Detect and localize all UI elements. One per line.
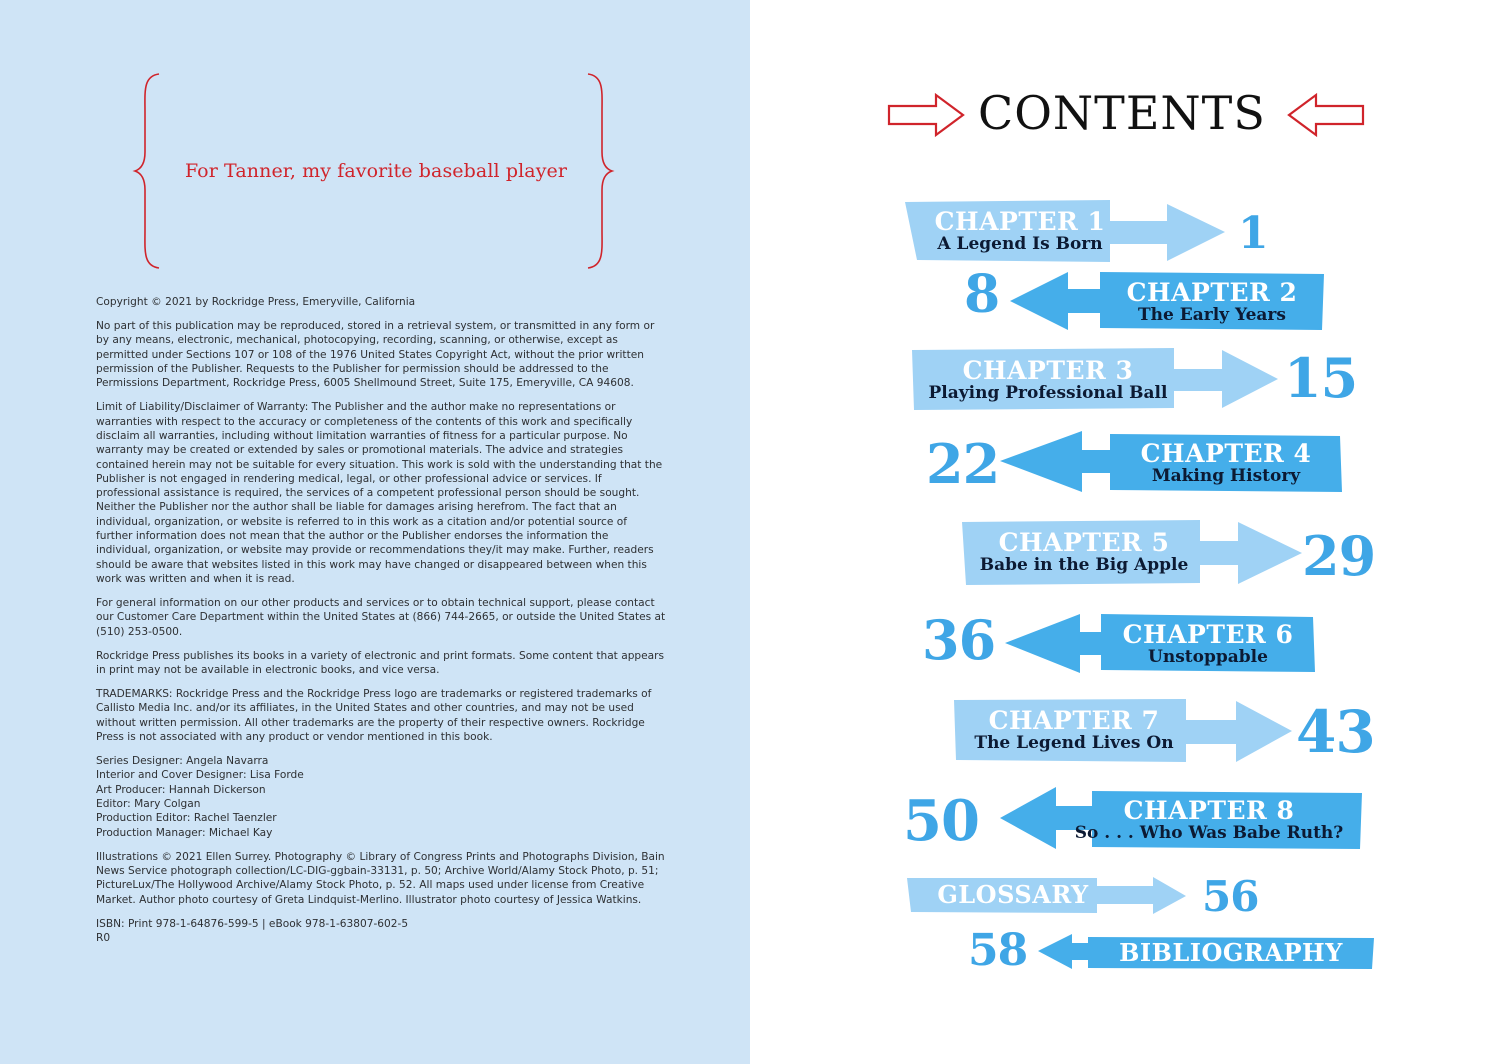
- toc-item-chapter-4[interactable]: [1000, 430, 1343, 494]
- toc-subtitle: Babe in the Big Apple: [979, 555, 1189, 575]
- toc-item-chapter-8[interactable]: [1000, 785, 1364, 851]
- dedication-text: For Tanner, my favorite baseball player: [184, 160, 568, 182]
- toc-item-chapter-6[interactable]: [1005, 612, 1317, 676]
- credit-line: Production Editor: Rachel Taenzler: [96, 812, 277, 825]
- toc-item-glossary[interactable]: [907, 876, 1187, 916]
- toc-page-number: 43: [1296, 698, 1375, 766]
- isbn-line: ISBN: Print 978-1-64876-599-5 | eBook 978-1-63807-602-5: [96, 917, 409, 930]
- toc-page-number: 29: [1302, 524, 1376, 588]
- toc-label: GLOSSARY: [937, 880, 1089, 909]
- toc-page-number: 50: [903, 788, 979, 854]
- toc-subtitle: Making History: [1151, 466, 1301, 486]
- toc-page-number: 8: [964, 264, 1000, 325]
- left-pointing-arrow-icon: [1288, 94, 1364, 136]
- legal-text-block: [96, 295, 666, 955]
- support-paragraph: For general information on our other products and services or to obtain technical support, please contact our Customer Care Department within the United States at (866) 744-2665, or outside the United States at (510) 253-0500.: [96, 597, 666, 638]
- toc-subtitle: Unstoppable: [1148, 647, 1268, 667]
- toc-subtitle: A Legend Is Born: [937, 234, 1103, 254]
- toc-item-chapter-3[interactable]: [912, 347, 1280, 412]
- trademarks-paragraph: TRADEMARKS: Rockridge Press and the Rockridge Press logo are trademarks or registered trademarks of Callisto Media Inc. and/or its affiliates, in the United States and other countries, and may not be used without written permission. All other trademarks are the property of their respective owners. Rockridge Press is not associated with any product or vendor mentioned in this book.: [96, 688, 652, 743]
- toc-item-chapter-2[interactable]: [1010, 270, 1325, 332]
- toc-label: CHAPTER 3: [962, 356, 1134, 385]
- toc-label: CHAPTER 5: [998, 528, 1170, 557]
- liability-paragraph: Limit of Liability/Disclaimer of Warranty: The Publisher and the author make no representations or warranties with respect to the accuracy or completeness of the contents of this work and specifically disclaim all warranties, including without limitation warranties of fitness for a particular purpose. No warranty may be created or extended by sales or promotional materials. The advice and strategies contained herein may not be suitable for every situation. This work is sold with the understanding that the Publisher is not engaged in rendering medical, legal, or other professional advice or services. If professional assistance is required, the services of a competent professional person should be sought. Neither the Publisher nor the author shall be liable for damages arising herefrom. The fact that an individual, organization, or website is referred to in this work as a citation and/or potential source of further information does not mean that the author or the Publisher endorses the information the individual, organization, or website may provide or recommendations they/it may make. Further, readers should be aware that websites listed in this work may have changed or disappeared between when this work was written and when it is read.: [96, 401, 663, 585]
- formats-paragraph: Rockridge Press publishes its books in a variety of electronic and print formats. Some content that appears in print may not be available in electronic books, and vice versa.: [96, 649, 665, 677]
- toc-subtitle: So . . . Who Was Babe Ruth?: [1074, 823, 1344, 843]
- credits-list: [96, 754, 666, 840]
- left-curly-brace-ornament: [133, 72, 161, 270]
- toc-item-chapter-7[interactable]: [954, 698, 1294, 764]
- toc-label: CHAPTER 1: [934, 207, 1106, 236]
- toc-page-number: 1: [1238, 208, 1268, 259]
- toc-page-number: 36: [922, 608, 996, 672]
- toc-label: CHAPTER 6: [1122, 620, 1294, 649]
- toc-subtitle: The Legend Lives On: [974, 733, 1174, 753]
- copyright-line: Copyright © 2021 by Rockridge Press, Emeryville, California: [96, 296, 416, 308]
- toc-label: BIBLIOGRAPHY: [1119, 938, 1343, 967]
- rights-paragraph: No part of this publication may be reproduced, stored in a retrieval system, or transmitted in any form or by any means, electronic, mechanical, photocopying, recording, scanning, or otherwise, except as permitted under Sections 107 or 108 of the 1976 United States Copyright Act, without the prior written permission of the Publisher. Requests to the Publisher for permission should be addressed to the Permissions Department, Rockridge Press, 6005 Shellmound Street, Suite 175, Emeryville, CA 94608.: [96, 320, 655, 390]
- toc-page-number: 58: [968, 925, 1028, 976]
- toc-label: CHAPTER 2: [1126, 278, 1298, 307]
- toc-page-number: 15: [1284, 346, 1358, 410]
- toc-label: CHAPTER 4: [1140, 439, 1312, 468]
- toc-label: CHAPTER 7: [988, 706, 1160, 735]
- toc-subtitle: Playing Professional Ball: [928, 383, 1168, 403]
- toc-page-number: 56: [1202, 872, 1259, 921]
- toc-item-bibliography[interactable]: [1038, 933, 1375, 973]
- contents-page: [750, 0, 1500, 1064]
- toc-label: CHAPTER 8: [1123, 796, 1295, 825]
- toc-item-chapter-5[interactable]: [962, 519, 1304, 587]
- toc-page-number: 22: [926, 432, 1000, 496]
- illustrations-paragraph: Illustrations © 2021 Ellen Surrey. Photography © Library of Congress Prints and Photographs Division, Bain News Service photograph collection/LC-DIG-ggbain-33131, p. 50; Archive World/Alamy Stock Photo, p. 51; PictureLux/The Hollywood Archive/Alamy Stock Photo, p. 52. All maps used under license from Creative Market. Author photo courtesy of Greta Lindquist-Merlino. Illustrator photo courtesy of Jessica Watkins.: [96, 850, 665, 906]
- credit-line: Series Designer: Angela Navarra: [96, 755, 269, 768]
- credit-line: Art Producer: Hannah Dickerson: [96, 783, 266, 796]
- credit-line: Editor: Mary Colgan: [96, 797, 201, 810]
- credit-line: Interior and Cover Designer: Lisa Forde: [96, 769, 304, 782]
- right-pointing-arrow-icon: [888, 94, 964, 136]
- isbn-block: [96, 917, 666, 946]
- toc-item-chapter-1[interactable]: [905, 200, 1235, 265]
- print-code: R0: [96, 931, 111, 944]
- contents-heading: CONTENTS: [978, 86, 1266, 140]
- credit-line: Production Manager: Michael Kay: [96, 826, 273, 839]
- toc-subtitle: The Early Years: [1138, 305, 1286, 325]
